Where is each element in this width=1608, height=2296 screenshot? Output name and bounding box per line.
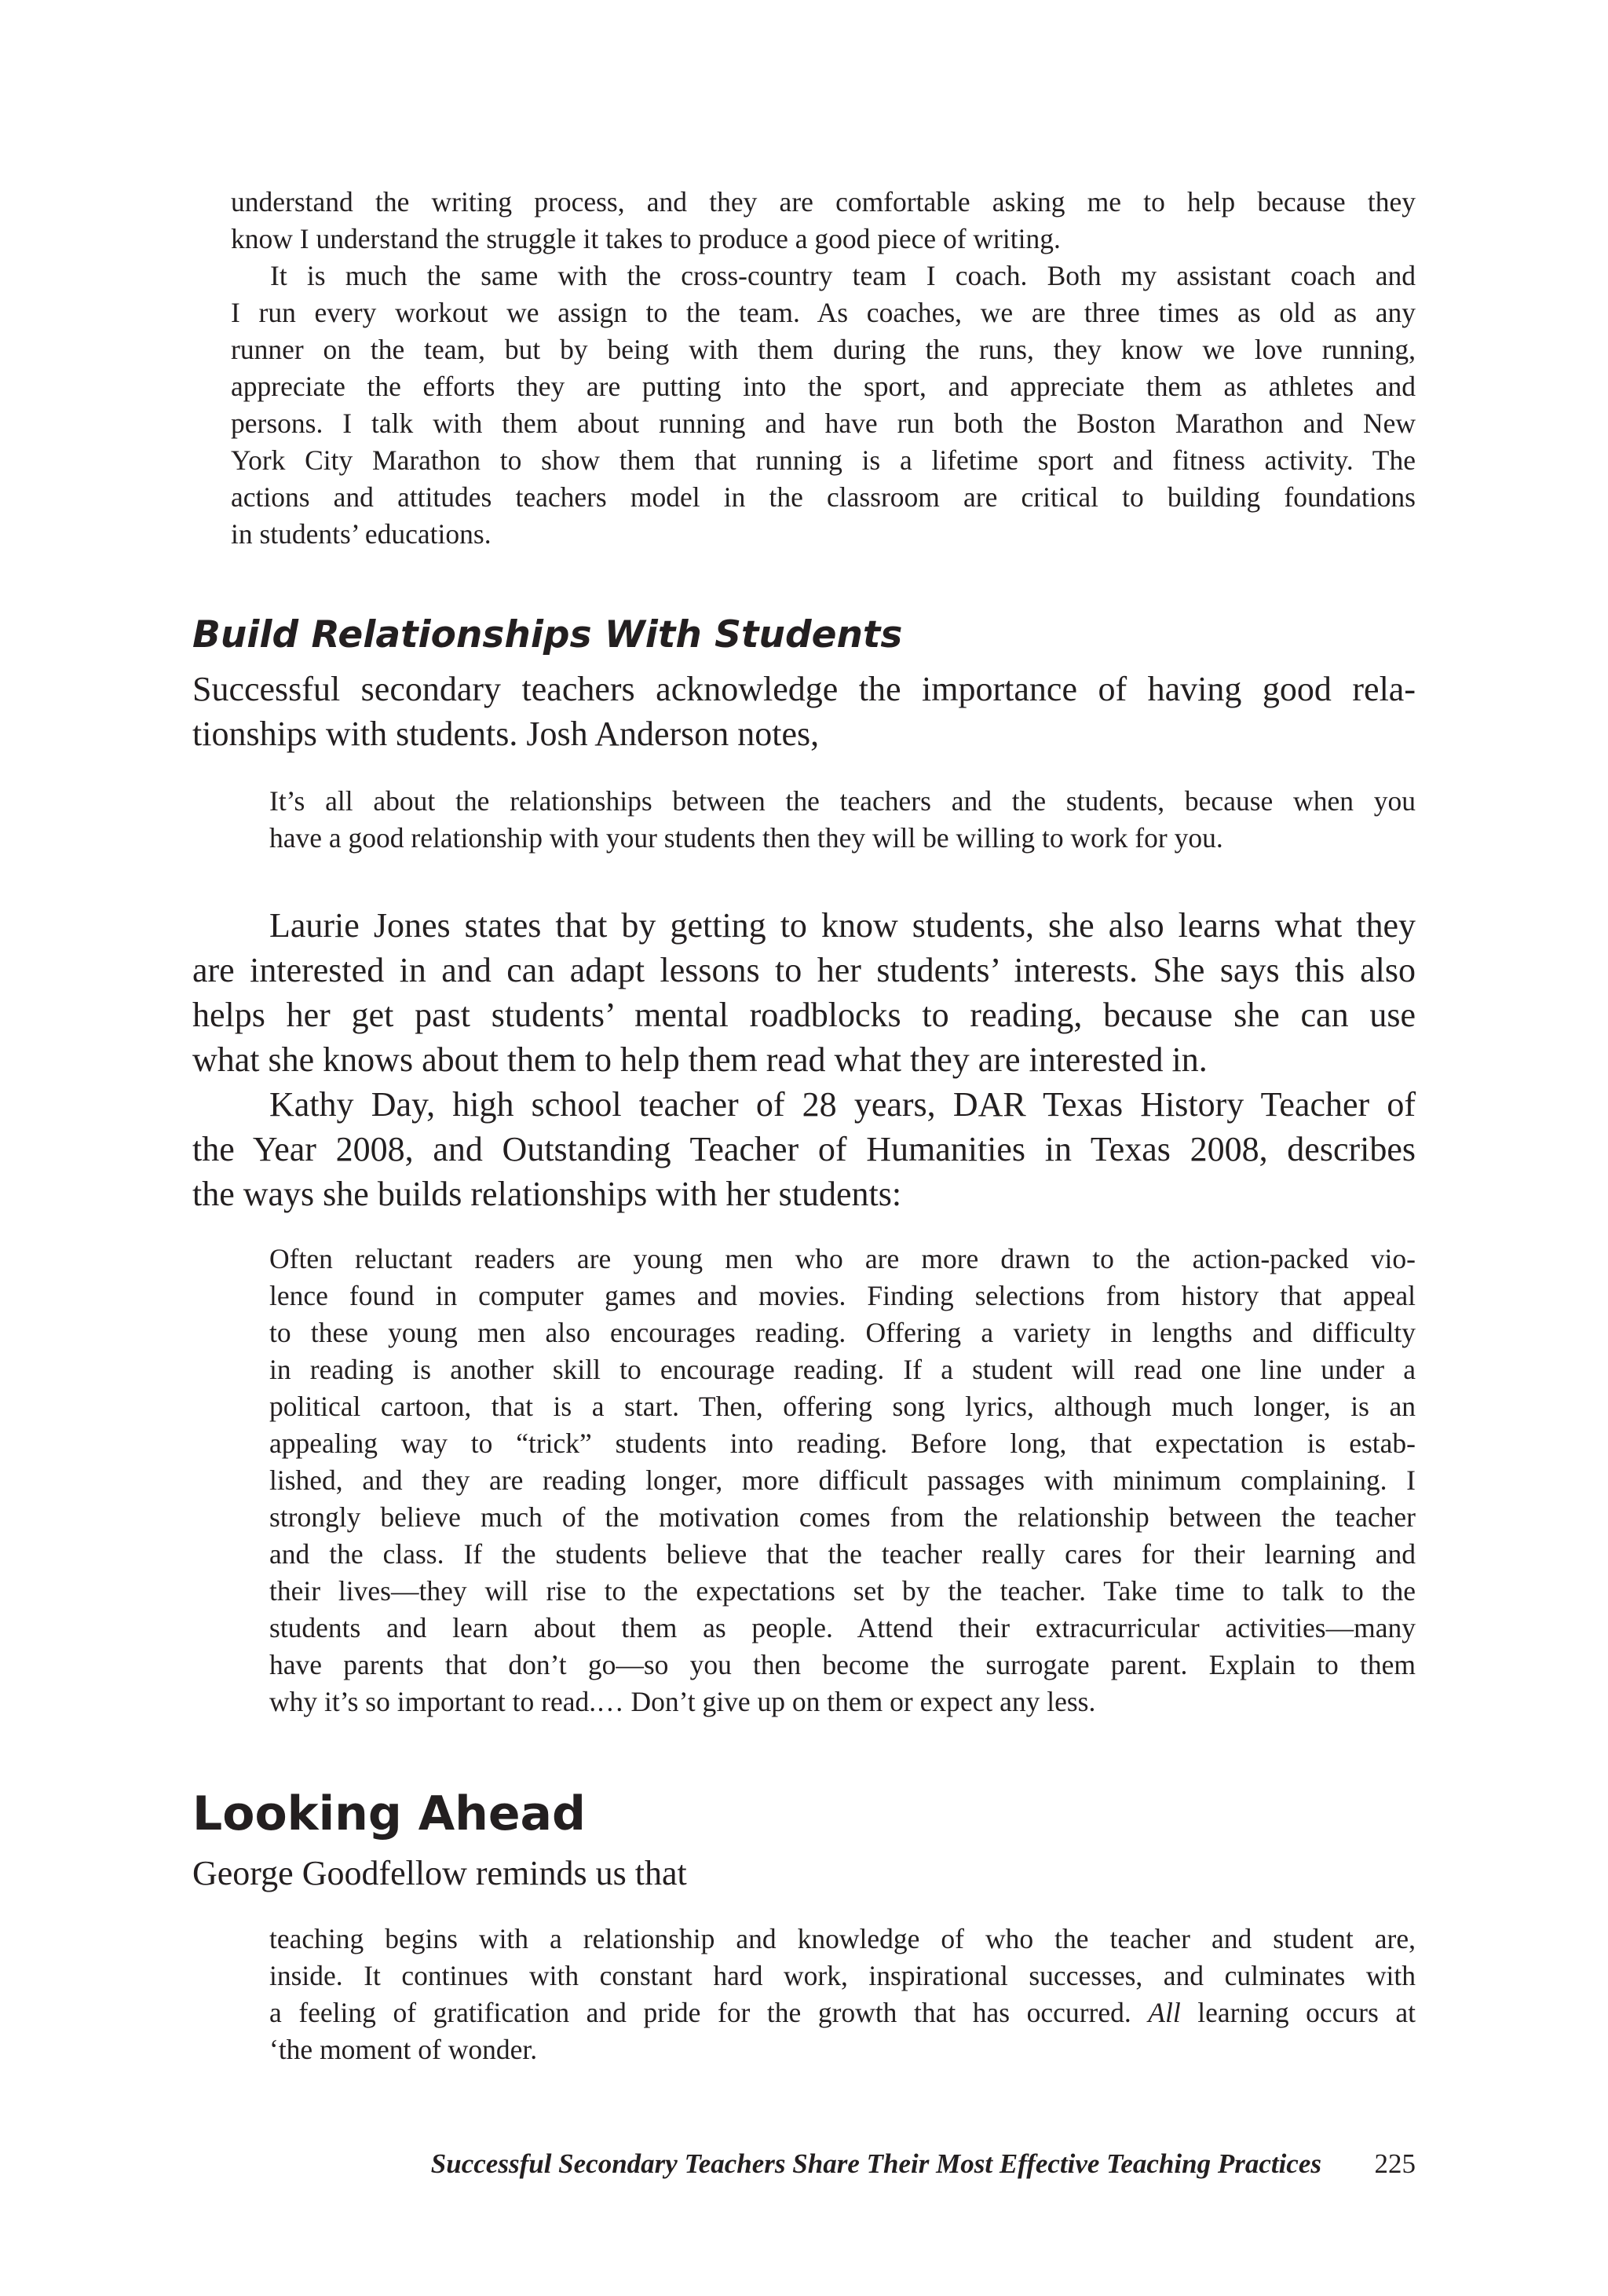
anderson-quote (269, 783, 1416, 857)
text-line: lished, and they are reading longer, more difficult passages with minimum complaining. I (269, 1464, 1416, 1496)
section-heading-looking-ahead: Looking Ahead (192, 1786, 586, 1841)
text-line: ‘the moment of wonder. (269, 2034, 538, 2065)
text-line: in students’ educations. (231, 518, 492, 550)
text-line: runner on the team, but by being with them during the runs, they know we love running, (231, 334, 1416, 365)
day-quote (269, 1241, 1416, 1720)
text-line: students and learn about them as people. Attend their extracurricular activities—many (269, 1612, 1416, 1643)
text-line: what she knows about them to help them read what they are interested in. (192, 1040, 1208, 1079)
text-line: in reading is another skill to encourage reading. If a student will read one line under a (269, 1354, 1416, 1385)
text-line: strongly believe much of the motivation comes from the relationship between the teacher (269, 1501, 1416, 1533)
goodfellow-quote (269, 1921, 1416, 2068)
text-line: Kathy Day, high school teacher of 28 years, DAR Texas History Teacher of (269, 1085, 1416, 1124)
text-line: teaching begins with a relationship and knowledge of who the teacher and student are, (269, 1923, 1416, 1954)
section1-intro (192, 667, 1416, 756)
text-line: tionships with students. Josh Anderson notes, (192, 715, 820, 753)
opening-quote (231, 184, 1416, 553)
text-line: It is much the same with the cross-country team I coach. Both my assistant coach and (270, 260, 1416, 291)
page-number: 225 (1374, 2148, 1416, 2179)
text-line: appealing way to “trick” students into reading. Before long, that expectation is estab- (269, 1428, 1416, 1459)
section-heading-build-relationships: Build Relationships With Students (192, 613, 903, 656)
text-line: helps her get past students’ mental roadblocks to reading, because she can use (192, 996, 1416, 1034)
section1-body (192, 903, 1416, 1216)
text-line: the ways she builds relationships with her students: (192, 1175, 902, 1213)
text-line: York City Marathon to show them that running is a lifetime sport and fitness activity. The (231, 444, 1416, 476)
text-line (269, 1994, 1416, 2031)
emphasis-all: All (1148, 1997, 1181, 2028)
text-run: a feeling of gratification and pride for the growth that has occurred. (269, 1997, 1149, 2028)
text-line: political cartoon, that is a start. Then, offering song lyrics, although much longer, is an (269, 1391, 1416, 1422)
text-line: have a good relationship with your students then they will be willing to work for you. (269, 822, 1223, 854)
text-line: to these young men also encourages reading. Offering a variety in lengths and difficulty (269, 1317, 1416, 1348)
text-line: the Year 2008, and Outstanding Teacher of Humanities in Texas 2008, describes (192, 1130, 1416, 1168)
text-line: I run every workout we assign to the team. As coaches, we are three times as old as any (231, 297, 1416, 328)
text-line: and the class. If the students believe that the teacher really cares for their learning and (269, 1538, 1416, 1570)
text-line: lence found in computer games and movies. Finding selections from history that appeal (269, 1280, 1416, 1311)
text-line: why it’s so important to read.… Don’t give up on them or expect any less. (269, 1686, 1096, 1717)
text-line: have parents that don’t go—so you then become the surrogate parent. Explain to them (269, 1649, 1416, 1680)
text-line: understand the writing process, and they are comfortable asking me to help because they (231, 186, 1416, 218)
text-line: their lives—they will rise to the expectations set by the teacher. Take time to talk to the (269, 1575, 1416, 1607)
section2-intro: George Goodfellow reminds us that (192, 1854, 687, 1892)
text-line: appreciate the efforts they are putting into the sport, and appreciate them as athletes and (231, 371, 1416, 402)
text-line: know I understand the struggle it takes to produce a good piece of writing. (231, 223, 1061, 254)
text-line: Laurie Jones states that by getting to know students, she also learns what they (269, 906, 1416, 945)
text-line: It’s all about the relationships between the teachers and the students, because when you (269, 785, 1416, 817)
text-line: are interested in and can adapt lessons to her students’ interests. She says this also (192, 951, 1416, 989)
text-line: persons. I talk with them about running and have run both the Boston Marathon and New (231, 408, 1416, 439)
text-line: actions and attitudes teachers model in the classroom are critical to building foundations (231, 481, 1416, 513)
text-line: Often reluctant readers are young men who are more drawn to the action-packed vio- (269, 1243, 1416, 1274)
text-line: inside. It continues with constant hard work, inspirational successes, and culminates with (269, 1960, 1416, 1991)
text-run: learning occurs at (1180, 1997, 1416, 2028)
running-footer-title: Successful Secondary Teachers Share Their Most Effective Teaching Practices (430, 2148, 1321, 2179)
text-line: Successful secondary teachers acknowledge the importance of having good rela- (192, 670, 1416, 708)
